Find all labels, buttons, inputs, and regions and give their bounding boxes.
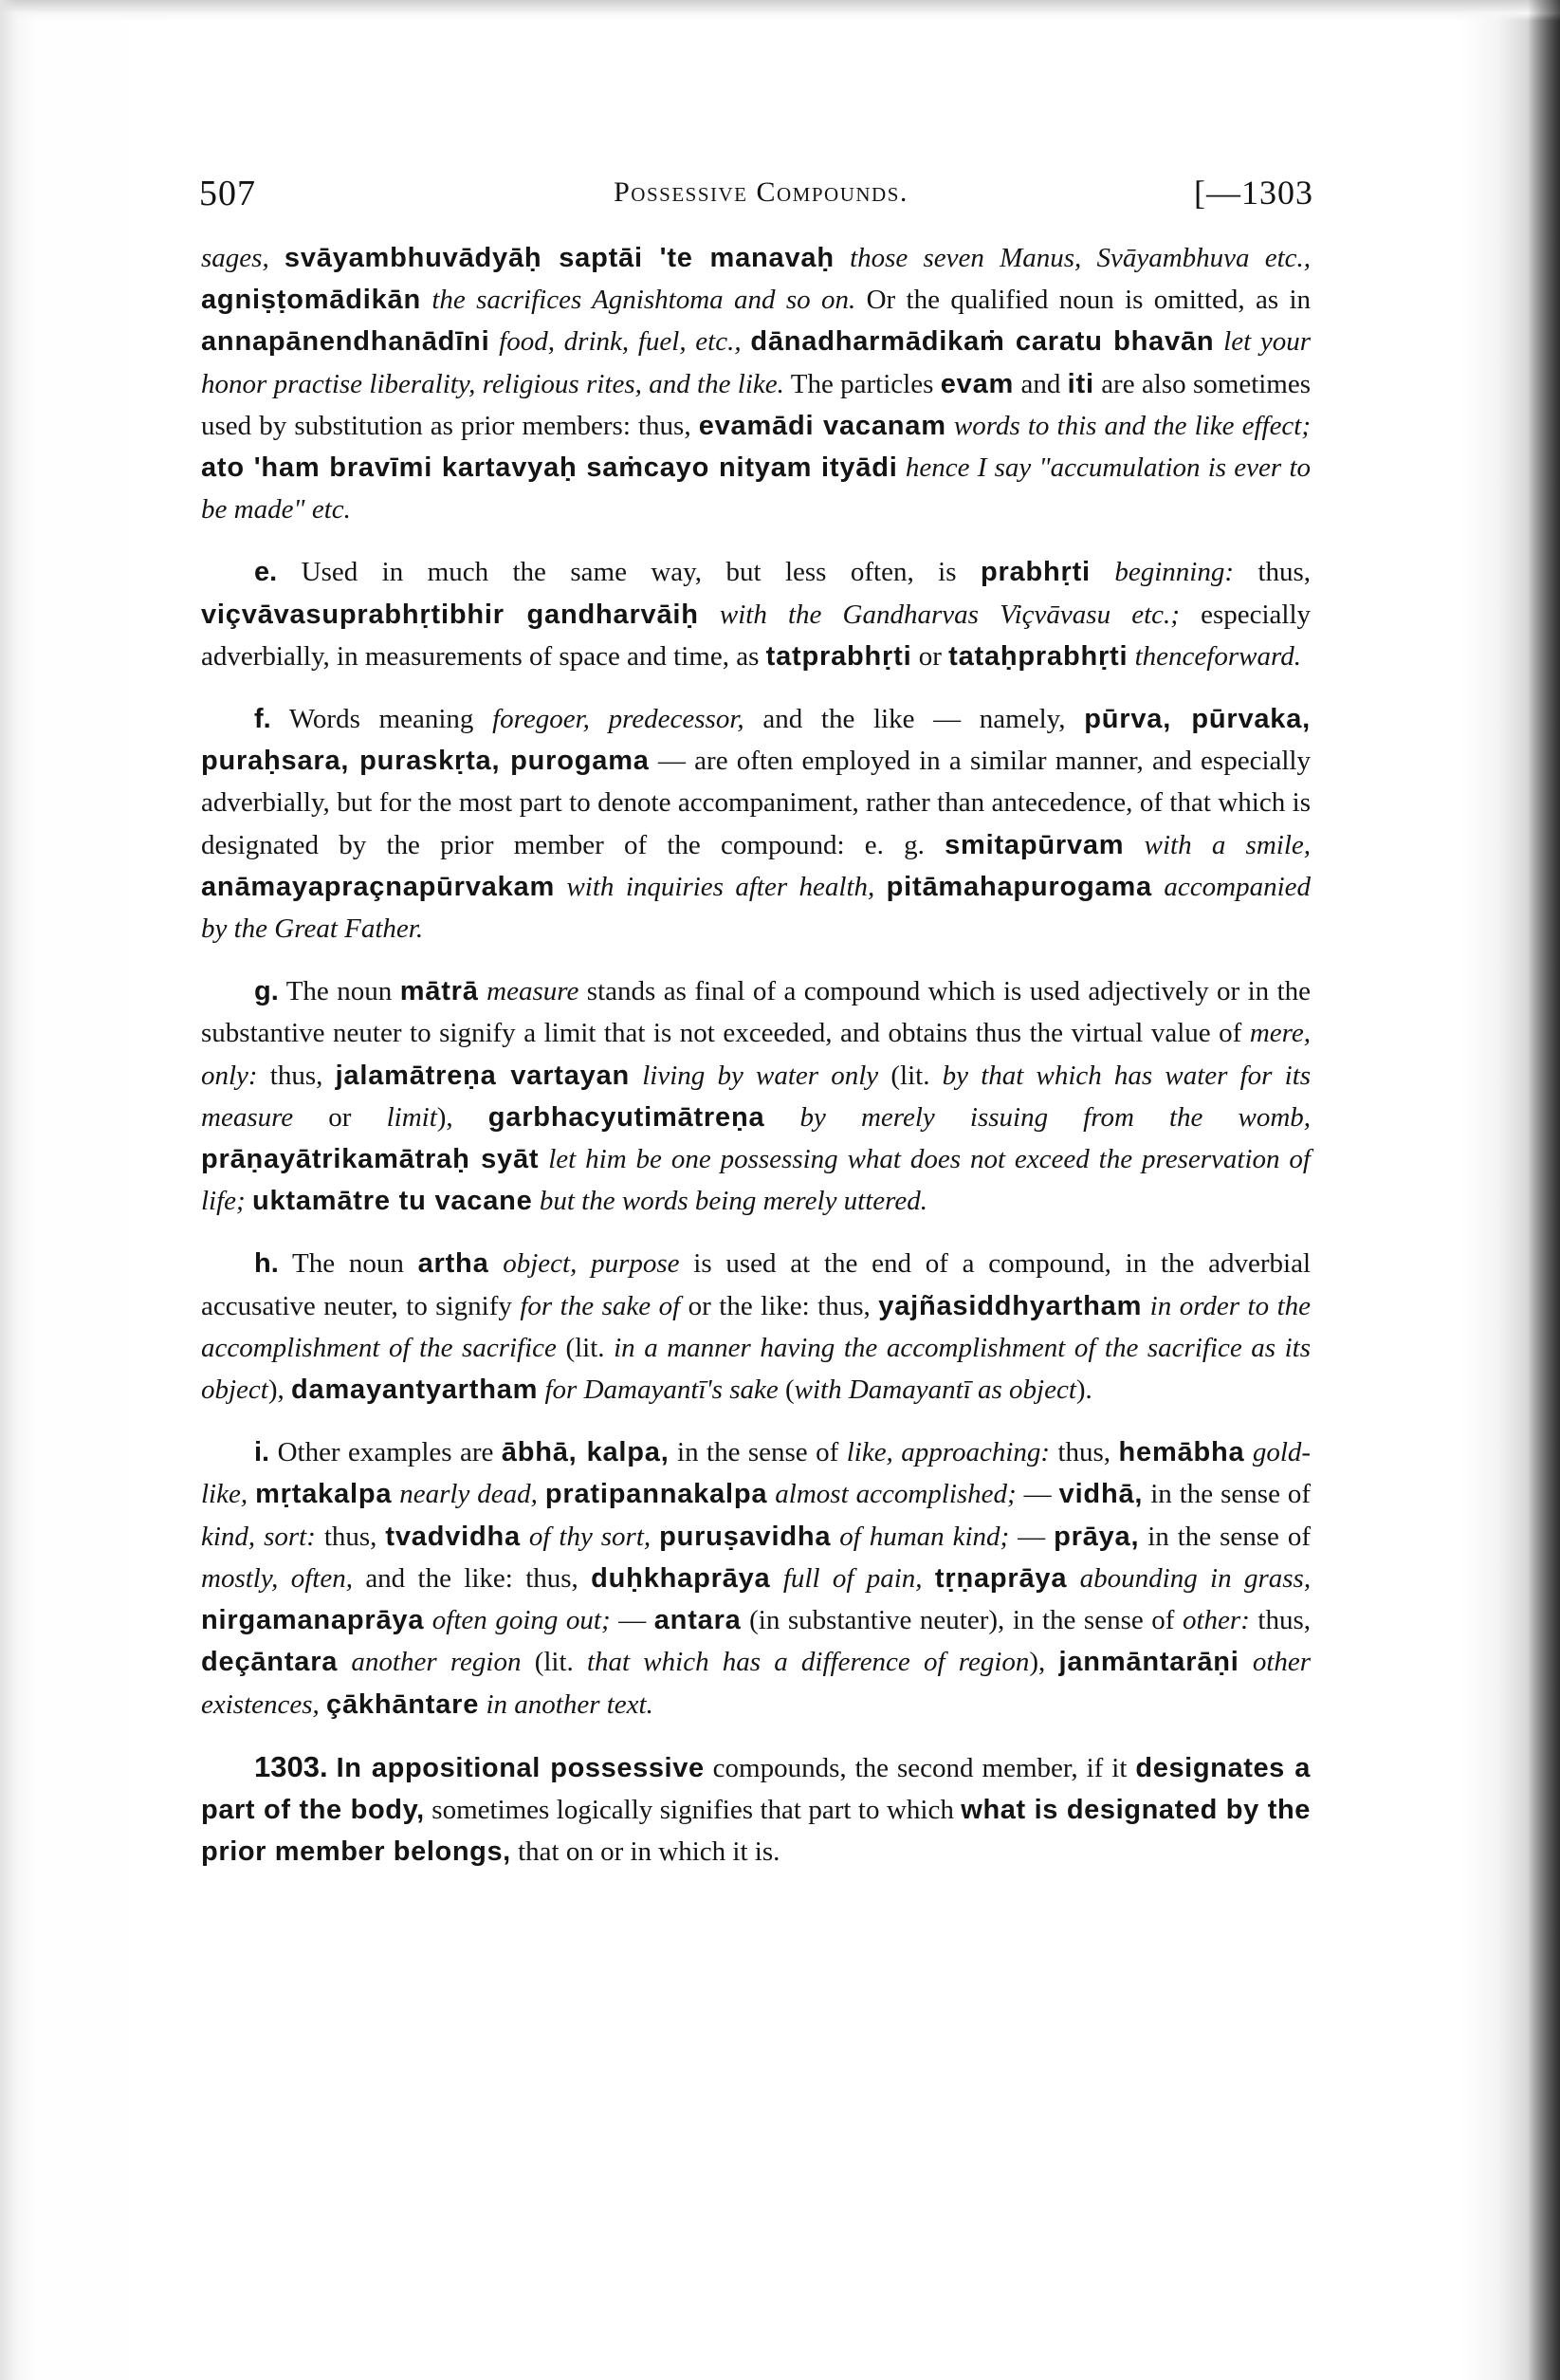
translation-text: living by water only bbox=[642, 1060, 879, 1091]
sanskrit-term: artha bbox=[417, 1248, 489, 1280]
sanskrit-term: nirgamanaprāya bbox=[201, 1605, 425, 1636]
sanskrit-term: annapānendhanādīni bbox=[201, 326, 490, 358]
translation-text: like, approaching: bbox=[846, 1437, 1051, 1468]
paragraph-h bbox=[201, 1243, 1311, 1411]
body-text: ). bbox=[1075, 1374, 1092, 1406]
paragraph-f bbox=[201, 698, 1311, 950]
body-text: in the sense of bbox=[1150, 1479, 1312, 1510]
body-text: Other examples are bbox=[277, 1437, 494, 1468]
translation-text: in order to the accomplishment of the sacrifice bbox=[201, 1290, 1312, 1363]
translation-text: object, purpose bbox=[503, 1248, 680, 1280]
translation-text: those seven Manus, Svāyambhuva etc., bbox=[850, 243, 1312, 273]
sanskrit-term: mātrā bbox=[399, 976, 479, 1007]
sanskrit-term: janmāntarāṇi bbox=[1058, 1647, 1239, 1678]
body-text: and bbox=[1020, 368, 1061, 399]
translation-text: for Damayantī's sake bbox=[544, 1374, 779, 1406]
page-top-shadow bbox=[0, 0, 1560, 21]
sanskrit-term: viçvāvasuprabhṛtibhir gandharvāiḥ bbox=[201, 599, 699, 630]
sanskrit-term: svāyambhuvādyāḥ saptāi 'te manavaḥ bbox=[284, 243, 835, 273]
body-text: sometimes logically signifies that part to which bbox=[431, 1794, 954, 1825]
translation-text: limit bbox=[386, 1101, 437, 1133]
translation-text: let him be one possessing what does not exceed the preservation of life; bbox=[201, 1144, 1311, 1217]
translation-text: words to this and the like effect; bbox=[953, 410, 1312, 441]
translation-text: but the words being merely uttered. bbox=[539, 1186, 928, 1217]
translation-text: for the sake of bbox=[520, 1290, 681, 1321]
body-text: thus, bbox=[1257, 557, 1312, 588]
translation-text: with Damayantī as object bbox=[794, 1374, 1076, 1406]
sanskrit-term: prabhṛti bbox=[980, 557, 1091, 588]
section-number-1303: 1303. bbox=[254, 1749, 328, 1783]
translation-text: other existences, bbox=[201, 1647, 1312, 1720]
paragraph-label-g: g. bbox=[254, 976, 279, 1007]
sanskrit-term: pūrva, pūrvaka, puraḥsara, puraskṛta, purogama bbox=[201, 704, 1312, 777]
paragraph-label-f: f. bbox=[254, 704, 271, 735]
sanskrit-term: prāya, bbox=[1054, 1521, 1140, 1552]
sanskrit-term: yajñasiddhyartham bbox=[878, 1290, 1143, 1321]
body-text: ), bbox=[436, 1101, 453, 1133]
sanskrit-term: evamādi vacanam bbox=[698, 410, 946, 441]
body-text: Words meaning bbox=[288, 704, 474, 735]
body-text: — are often employed in a similar manner, and especially adverbially, but for the most part to denote accompaniment, rather than antecedence, of that which is designated by the prior member of the compound: e. g. bbox=[201, 746, 1311, 860]
paragraph-label-e: e. bbox=[254, 557, 278, 588]
translation-text: mere, only: bbox=[201, 1018, 1312, 1091]
translation-text: thenceforward. bbox=[1134, 640, 1301, 672]
sanskrit-term: tatprabhṛti bbox=[765, 640, 912, 672]
body-text: compounds, the second member, if it bbox=[712, 1752, 1128, 1783]
body-text: thus, bbox=[323, 1521, 377, 1552]
body-text: are also sometimes used by substitution as prior members: thus, bbox=[201, 368, 1312, 441]
body-text: (in substantive neuter), in the sense of bbox=[749, 1605, 1175, 1636]
translation-text: in a manner having the accomplishment of the sacrifice as its object bbox=[201, 1332, 1311, 1406]
paragraph-label-i: i. bbox=[254, 1437, 270, 1468]
translation-text: beginning: bbox=[1114, 557, 1234, 588]
sanskrit-term: puruṣavidha bbox=[659, 1521, 832, 1552]
sanskrit-term: evam bbox=[940, 368, 1015, 399]
body-text: ), bbox=[1029, 1647, 1046, 1678]
sanskrit-term: antara bbox=[653, 1605, 742, 1636]
body-text: ), bbox=[267, 1374, 284, 1406]
translation-text: foregoer, predecessor, bbox=[492, 704, 744, 735]
translation-text: with inquiries after health, bbox=[566, 871, 875, 902]
page-binding-shadow bbox=[1528, 0, 1560, 2380]
translation-text: other: bbox=[1183, 1605, 1250, 1636]
translation-text: with the Gandharvas Viçvāvasu etc.; bbox=[719, 599, 1180, 630]
sanskrit-term: jalamātreṇa vartayan bbox=[335, 1060, 631, 1091]
page-body bbox=[201, 237, 1311, 1873]
body-text: Used in much the same way, but less often, is bbox=[301, 557, 957, 588]
sanskrit-term: anāmayapraçnapūrvakam bbox=[201, 871, 556, 902]
translation-text: by that which has water for its measure bbox=[201, 1060, 1312, 1133]
paragraph-i bbox=[201, 1431, 1311, 1725]
body-text: The noun bbox=[292, 1248, 404, 1280]
translation-text: another region bbox=[351, 1647, 522, 1678]
sanskrit-term: garbhacyutimātreṇa bbox=[487, 1101, 765, 1133]
sanskrit-term: prāṇayātrikamātraḥ syāt bbox=[201, 1144, 540, 1175]
sanskrit-term: smitapūrvam bbox=[945, 829, 1125, 860]
body-text: in the sense of bbox=[1147, 1521, 1312, 1552]
translation-text: kind, sort: bbox=[201, 1521, 316, 1552]
sanskrit-term: vidhā, bbox=[1058, 1479, 1144, 1510]
body-text: (lit. bbox=[565, 1332, 605, 1363]
sanskrit-term: çākhāntare bbox=[326, 1688, 480, 1720]
translation-text: almost accomplished; bbox=[775, 1479, 1017, 1510]
body-text: what is designated by the prior member belongs, bbox=[201, 1794, 1312, 1868]
sanskrit-term: iti bbox=[1067, 368, 1094, 399]
body-text: thus, bbox=[269, 1060, 323, 1091]
body-text: and the like: thus, bbox=[365, 1562, 578, 1594]
paragraph-intro-continuation bbox=[201, 237, 1311, 530]
sanskrit-term: tṛṇaprāya bbox=[934, 1562, 1068, 1594]
body-text: or bbox=[918, 640, 942, 672]
paragraph-e bbox=[201, 551, 1311, 677]
sanskrit-term: tataḥprabhṛti bbox=[948, 640, 1129, 672]
paragraph-1303 bbox=[201, 1746, 1311, 1873]
translation-text: let your honor practise liberality, religious rites, and the like. bbox=[201, 326, 1311, 399]
translation-text: that which has a difference of region bbox=[586, 1647, 1030, 1678]
sanskrit-term: pitāmahapurogama bbox=[886, 871, 1152, 902]
page-number: 507 bbox=[199, 174, 256, 213]
sanskrit-term: ābhā, kalpa, bbox=[501, 1437, 670, 1468]
sanskrit-term: damayantyartham bbox=[291, 1374, 539, 1406]
translation-text: hence I say "accumulation is ever to be made" etc. bbox=[201, 452, 1312, 526]
translation-text: sages, bbox=[201, 243, 269, 273]
body-text: — bbox=[1018, 1521, 1046, 1552]
body-text: designates a part of the body, bbox=[201, 1752, 1312, 1825]
body-text: especially adverbially, in measurements of space and time, as bbox=[201, 599, 1312, 672]
body-text: in the sense of bbox=[677, 1437, 839, 1468]
body-text: thus, bbox=[1257, 1605, 1312, 1636]
sanskrit-term: pratipannakalpa bbox=[544, 1479, 768, 1510]
body-text: (lit. bbox=[890, 1060, 930, 1091]
running-header bbox=[199, 173, 1323, 230]
body-text: or bbox=[328, 1101, 352, 1133]
sanskrit-term: mṛtakalpa bbox=[255, 1479, 393, 1510]
body-text: The particles bbox=[790, 368, 934, 399]
body-text: — bbox=[618, 1605, 647, 1636]
body-text: and the like — namely, bbox=[762, 704, 1066, 735]
translation-text: in another text. bbox=[486, 1688, 653, 1720]
body-text: or the like: thus, bbox=[688, 1290, 871, 1321]
paragraph-g bbox=[201, 970, 1311, 1222]
translation-text: accompanied by the Great Father. bbox=[201, 871, 1312, 945]
translation-text: full of pain, bbox=[782, 1562, 923, 1594]
translation-text: by merely issuing from the womb, bbox=[799, 1101, 1312, 1133]
sanskrit-term: hemābha bbox=[1118, 1437, 1245, 1468]
sanskrit-term: uktamātre tu vacane bbox=[251, 1186, 533, 1217]
body-text: ( bbox=[784, 1374, 795, 1406]
translation-text: gold-like, bbox=[201, 1437, 1312, 1510]
sanskrit-term: dānadharmādikaṁ caratu bhavān bbox=[750, 326, 1215, 358]
translation-text: mostly, often, bbox=[201, 1562, 353, 1594]
body-text: In appositional possessive bbox=[336, 1752, 705, 1783]
body-text: Or the qualified noun is omitted, as in bbox=[866, 285, 1312, 316]
body-text: is used at the end of a compound, in the adverbial accusative neuter, to signify bbox=[201, 1248, 1312, 1321]
body-text: (lit. bbox=[534, 1647, 574, 1678]
section-marker: [—1303 bbox=[1194, 174, 1313, 212]
page-left-shadow bbox=[0, 0, 17, 2380]
sanskrit-term: agniṣṭomādikān bbox=[201, 285, 421, 316]
body-text: thus, bbox=[1057, 1437, 1111, 1468]
sanskrit-term: tvadvidha bbox=[385, 1521, 521, 1552]
body-text: that on or in which it is. bbox=[518, 1836, 780, 1868]
translation-text: of thy sort, bbox=[528, 1521, 652, 1552]
body-text: — bbox=[1023, 1479, 1052, 1510]
translation-text: nearly dead, bbox=[399, 1479, 538, 1510]
sanskrit-term: deçāntara bbox=[201, 1647, 339, 1678]
paragraph-label-h: h. bbox=[254, 1248, 279, 1280]
sanskrit-term: duḥkhaprāya bbox=[591, 1562, 771, 1594]
translation-text: abounding in grass, bbox=[1079, 1562, 1312, 1594]
sanskrit-term: ato 'ham bravīmi kartavyaḥ saṁcayo nityam ityādi bbox=[201, 452, 898, 484]
translation-text: measure bbox=[486, 976, 579, 1007]
body-text: stands as final of a compound which is used adjectively or in the substantive neuter to signify a limit that is not exceeded, and obtains thus the virtual value of bbox=[201, 976, 1312, 1049]
translation-text: food, drink, fuel, etc., bbox=[499, 326, 742, 358]
translation-text: often going out; bbox=[431, 1605, 611, 1636]
running-title: Possessive Compounds. bbox=[614, 176, 908, 208]
body-text: The noun bbox=[285, 976, 393, 1007]
translation-text: of human kind; bbox=[839, 1521, 1010, 1552]
translation-text: with a smile, bbox=[1144, 829, 1312, 860]
translation-text: the sacrifices Agnishtoma and so on. bbox=[431, 285, 856, 316]
